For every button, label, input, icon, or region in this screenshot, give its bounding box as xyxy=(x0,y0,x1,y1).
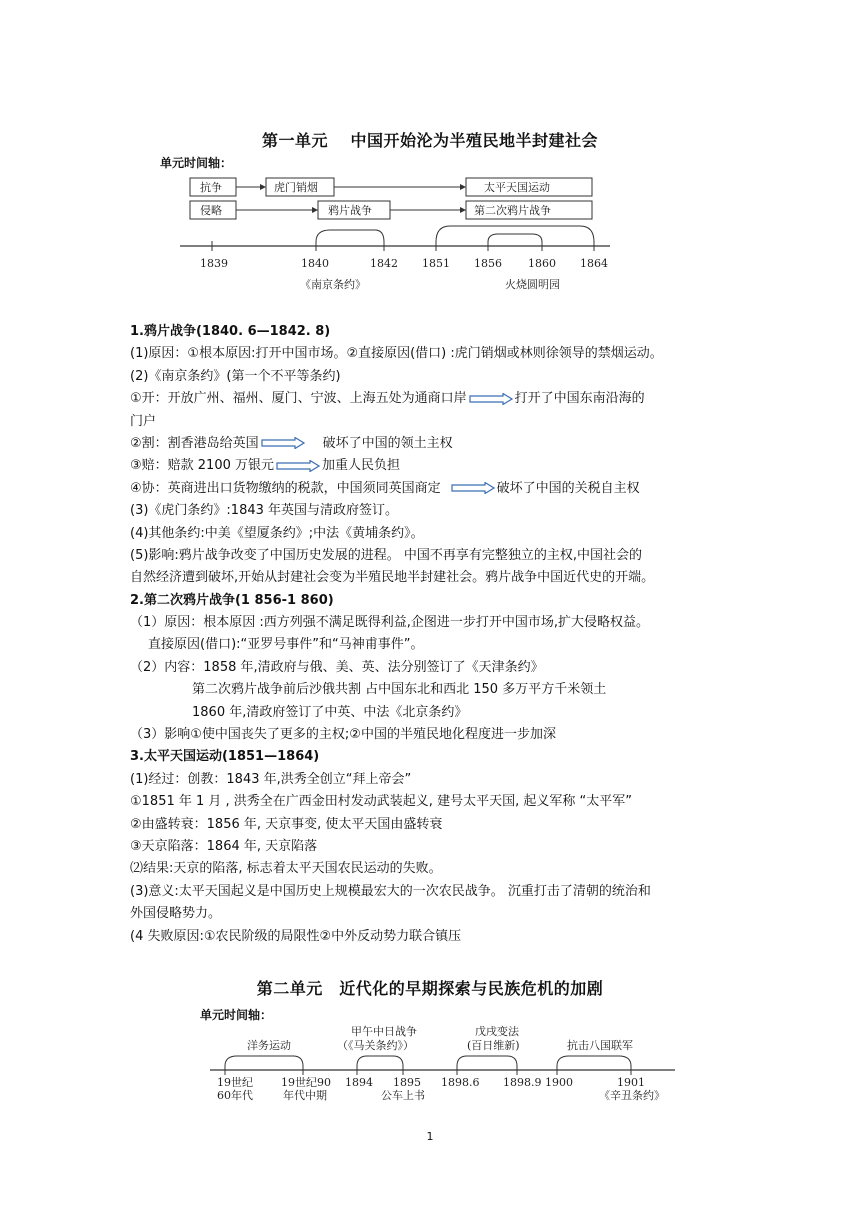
s3-failure: (4 失败原因:①农民阶级的局限性②中外反动势力联合镇压 xyxy=(130,928,462,944)
tick-1900: 1900 xyxy=(545,1076,573,1089)
unit1-title: 第一单元 中国开始沦为半殖民地半封建社会 xyxy=(261,131,599,150)
right-arrow-icon xyxy=(451,482,495,494)
s1-indemnity-text: ③赔：赔款 2100 万银元 xyxy=(130,458,275,474)
year-1864: 1864 xyxy=(580,257,608,270)
section2-title: 2.第二次鸦片战争(1 856-1 860) xyxy=(130,592,334,608)
event-maguan: （《马关条约》） xyxy=(337,1039,414,1052)
s1-cede xyxy=(130,433,735,455)
s2-content: （2）内容：1858 年,清政府与俄、美、英、法分别签订了《天津条约》 xyxy=(130,659,544,675)
year-1840: 1840 xyxy=(301,257,329,270)
year-1842: 1842 xyxy=(370,257,398,270)
s1-impact: (5)影响:鸦片战争改变了中国历史发展的进程。 中国不再享有完整独立的主权,中国社会的 xyxy=(130,547,643,563)
s1-cede-text: ②割：割香港岛给英国 xyxy=(130,435,259,451)
s1-indemnity xyxy=(130,455,735,477)
event-wuxu: 戊戌变法 xyxy=(475,1025,519,1038)
tick-1901: 1901 xyxy=(617,1076,645,1089)
tick-mid: 年代中期 xyxy=(283,1089,327,1102)
body-content xyxy=(130,321,735,948)
event-jiawu: 甲午中日战争 xyxy=(351,1025,417,1038)
box-humen-text: 虎门销烟 xyxy=(274,181,318,194)
tick-xinchou: 《辛丑条约》 xyxy=(599,1089,665,1102)
page-number: 1 xyxy=(426,1130,434,1143)
s2-pretext: 直接原因(借口):“亚罗号事件”和“马神甫事件”。 xyxy=(148,637,424,653)
tick-1894: 1894 xyxy=(345,1076,373,1089)
s1-open-cont: 门户 xyxy=(130,413,157,429)
event-yangwu: 洋务运动 xyxy=(247,1039,291,1052)
unit1-timeline-label: 单元时间轴： xyxy=(160,156,233,170)
s2-beijing: 1860 年,清政府签订了中英、中法《北京条约》 xyxy=(192,704,468,720)
year-1851: 1851 xyxy=(422,257,450,270)
unit2-timeline xyxy=(185,1022,685,1104)
tick-19c90: 19世纪90 xyxy=(281,1076,331,1089)
s1-open-text: ①开：开放广州、福州、厦门、宁波、上海五处为通商口岸 xyxy=(130,391,467,407)
event-bairi: (百日维新) xyxy=(467,1039,520,1052)
right-arrow-icon xyxy=(469,393,513,405)
tick-1895: 1895 xyxy=(393,1076,421,1089)
tick-19c: 19世纪 xyxy=(217,1076,253,1089)
s2-russia: 第二次鸦片战争前后沙俄共割 占中国东北和西北 150 多万平方千米领土 xyxy=(192,682,607,698)
s3-uprising: ①1851 年 1 月 , 洪秀全在广西金田村发动武装起义, 建号太平天国, 起义军称 “太平军” xyxy=(130,794,632,810)
s3-fall: ③天京陷落：1864 年, 天京陷落 xyxy=(130,838,318,854)
s1-tariff-result: 破坏了中国的关税自主权 xyxy=(496,480,640,496)
s1-impact-cont: 自然经济遭到破坏,开始从封建社会变为半殖民地半封建社会。鸦片战争中国近代史的开端。 xyxy=(130,570,655,586)
s1-tariff xyxy=(130,478,735,500)
box-taiping-text: 太平天国运动 xyxy=(484,181,550,194)
s1-cede-result: 破坏了中国的领土主权 xyxy=(322,435,453,451)
s1-indemnity-result: 加重人民负担 xyxy=(322,458,401,474)
tick-gongche: 公车上书 xyxy=(381,1089,425,1102)
section1-title: 1.鸦片战争(1840. 6—1842. 8) xyxy=(130,324,331,339)
s3-decline: ②由盛转衰：1856 年, 天京事变, 使太平天国由盛转衰 xyxy=(130,816,443,832)
s3-significance-cont: 外国侵略势力。 xyxy=(130,906,222,922)
year-1860: 1860 xyxy=(528,257,556,270)
box-opium2-text: 第二次鸦片战争 xyxy=(474,204,551,217)
unit1-timeline xyxy=(150,170,715,300)
label-nanjing-treaty: 《南京条约》 xyxy=(300,278,366,291)
s2-impact: （3）影响①使中国丧失了更多的主权;②中国的半殖民地化程度进一步加深 xyxy=(130,727,556,743)
tick-60s: 60年代 xyxy=(217,1089,253,1102)
year-1839: 1839 xyxy=(200,257,228,270)
s3-process: (1)经过：创教：1843 年,洪秀全创立“拜上帝会” xyxy=(130,771,412,787)
box-resist-text: 抗争 xyxy=(200,181,222,194)
s1-humen-treaty: (3)《虎门条约》:1843 年英国与清政府签订。 xyxy=(130,503,399,519)
s1-cause: (1)原因：①根本原因:打开中国市场。②直接原因(借口) :虎门销烟或林则徐领导的禁烟运动。 xyxy=(130,346,663,362)
tick-1898-6: 1898.6 xyxy=(441,1076,480,1089)
event-baguo: 抗击八国联军 xyxy=(567,1039,633,1052)
s1-open xyxy=(130,388,735,410)
label-yuanmingyuan: 火烧圆明园 xyxy=(505,278,560,291)
right-arrow-icon xyxy=(276,460,320,472)
unit2-title: 第二单元 近代化的早期探索与民族危机的加剧 xyxy=(256,979,604,998)
box-invade-text: 侵略 xyxy=(200,204,222,217)
box-opium1-text: 鸦片战争 xyxy=(328,204,372,217)
s1-tariff-text: ④协：英商进出口货物缴纳的税款，中国须同英国商定 xyxy=(130,480,441,496)
tick-1898-9: 1898.9 xyxy=(503,1076,542,1089)
s2-cause: （1）原因：根本原因 :西方列强不满足既得利益,企图进一步打开中国市场,扩大侵略权益。 xyxy=(130,615,650,631)
unit2-timeline-label: 单元时间轴： xyxy=(200,1008,273,1022)
s3-result: ⑵结果:天京的陷落, 标志着太平天国农民运动的失败。 xyxy=(130,861,442,877)
s3-significance: (3)意义:太平天国起义是中国历史上规模最宏大的一次农民战争。 沉重打击了清朝的统治和 xyxy=(130,883,651,899)
s1-other-treaties: (4)其他条约:中美《望厦条约》;中法《黄埔条约》。 xyxy=(130,525,424,541)
year-1856: 1856 xyxy=(474,257,502,270)
s1-nanjing: (2)《南京条约》(第一个不平等条约) xyxy=(130,368,341,384)
s1-open-result: 打开了中国东南沿海的 xyxy=(514,391,645,407)
section3-title: 3.太平天国运动(1851—1864) xyxy=(130,749,320,765)
right-arrow-icon xyxy=(261,437,305,449)
